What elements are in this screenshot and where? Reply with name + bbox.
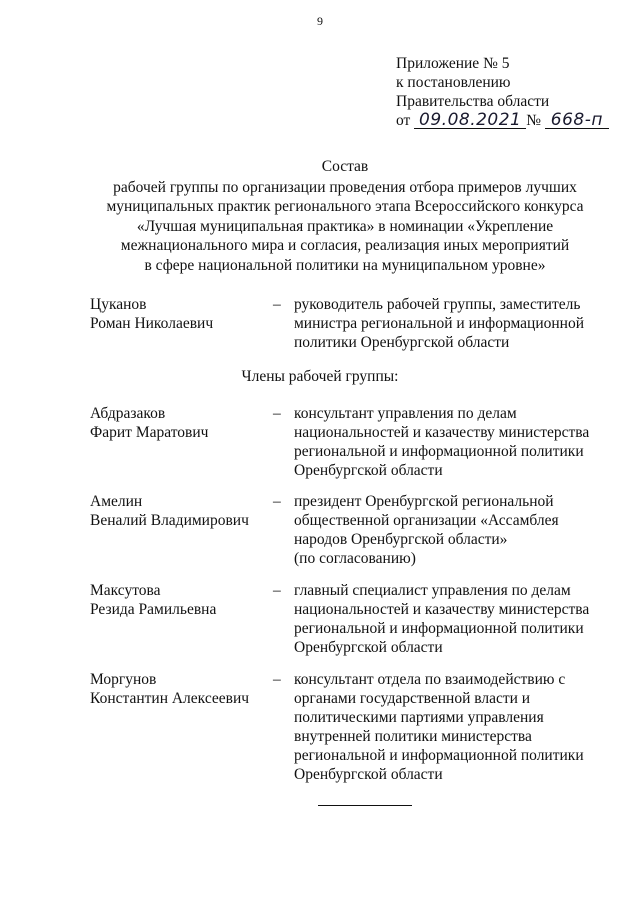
role-line: главный специалист управления по делам bbox=[294, 582, 571, 599]
title-main: Состав bbox=[321, 158, 369, 175]
role-line: общественной организации «Ассамблея bbox=[294, 512, 559, 529]
appendix-line-1: Приложение № 5 bbox=[396, 55, 510, 72]
document-title bbox=[60, 157, 630, 275]
from-label: от bbox=[396, 112, 411, 129]
role-line: национальностей и казачеству министерства bbox=[294, 601, 590, 618]
title-line: «Лучшая муниципальная практика» в номинации «Укрепление bbox=[136, 217, 554, 235]
members-heading: Члены рабочей группы: bbox=[241, 368, 399, 385]
role-line: внутренней политики министерства bbox=[294, 728, 532, 745]
member-given-names: Веналий Владимирович bbox=[90, 512, 249, 529]
appendix-line-2: к постановлению bbox=[396, 74, 511, 91]
member-dash: – bbox=[273, 296, 281, 313]
member-role bbox=[294, 581, 604, 657]
title-line: в сфере национальной политики на муниципальном уровне» bbox=[144, 256, 546, 274]
member-dash: – bbox=[273, 405, 281, 422]
appendix-block bbox=[396, 54, 609, 130]
member-name bbox=[90, 404, 270, 442]
member-role bbox=[294, 670, 604, 784]
member-given-names: Резида Рамильевна bbox=[90, 601, 217, 618]
member-name bbox=[90, 492, 270, 530]
role-line: руководитель рабочей группы, заместитель bbox=[294, 296, 581, 313]
role-line: консультант отдела по взаимодействию с bbox=[294, 671, 566, 688]
role-line: региональной и информационной политики bbox=[294, 443, 584, 460]
member-given-names: Роман Николаевич bbox=[90, 315, 214, 332]
role-line: национальностей и казачеству министерства bbox=[294, 424, 590, 441]
role-line: президент Оренбургской региональной bbox=[294, 493, 554, 510]
number-label: № bbox=[526, 112, 541, 129]
member-name bbox=[90, 581, 270, 619]
member-given-names: Константин Алексеевич bbox=[90, 690, 250, 707]
title-line: межнационального мира и согласия, реализация иных мероприятий bbox=[120, 237, 570, 254]
member-surname: Абдразаков bbox=[90, 405, 166, 422]
appendix-line-3: Правительства области bbox=[396, 93, 550, 110]
role-line: консультант управления по делам bbox=[294, 405, 517, 422]
role-line: политическими партиями управления bbox=[294, 709, 544, 726]
role-line: региональной и информационной политики bbox=[294, 620, 584, 637]
member-role bbox=[294, 295, 604, 352]
handwritten-number: 668-п bbox=[545, 112, 609, 129]
member-surname: Моргунов bbox=[90, 671, 157, 688]
role-line: народов Оренбургской области» bbox=[294, 531, 508, 548]
role-line: региональной и информационной политики bbox=[294, 747, 584, 764]
role-line: органами государственной власти и bbox=[294, 690, 531, 707]
handwritten-date: 09.08.2021 bbox=[414, 112, 526, 129]
member-role bbox=[294, 492, 604, 568]
member-dash: – bbox=[273, 582, 281, 599]
member-dash: – bbox=[273, 493, 281, 510]
role-line: политики Оренбургской области bbox=[294, 334, 510, 351]
member-surname: Амелин bbox=[90, 493, 143, 510]
role-line: Оренбургской области bbox=[294, 766, 443, 783]
member-given-names: Фарит Маратович bbox=[90, 424, 209, 441]
member-name bbox=[90, 670, 270, 708]
member-surname: Максутова bbox=[90, 582, 161, 599]
title-line: муниципальных практик регионального этапа Всероссийского конкурса bbox=[106, 198, 584, 215]
role-line: Оренбургской области bbox=[294, 462, 443, 479]
role-line: Оренбургской области bbox=[294, 639, 443, 656]
role-line: министра региональной и информационной bbox=[294, 315, 585, 332]
appendix-signature-line bbox=[396, 111, 609, 130]
member-surname: Цуканов bbox=[90, 296, 147, 313]
end-of-document-rule bbox=[318, 805, 412, 806]
member-dash: – bbox=[273, 671, 281, 688]
title-line: рабочей группы по организации проведения отбора примеров лучших bbox=[113, 178, 577, 196]
member-role bbox=[294, 404, 604, 480]
role-line: (по согласованию) bbox=[294, 550, 416, 567]
member-name bbox=[90, 295, 270, 333]
page-number: 9 bbox=[317, 14, 323, 28]
